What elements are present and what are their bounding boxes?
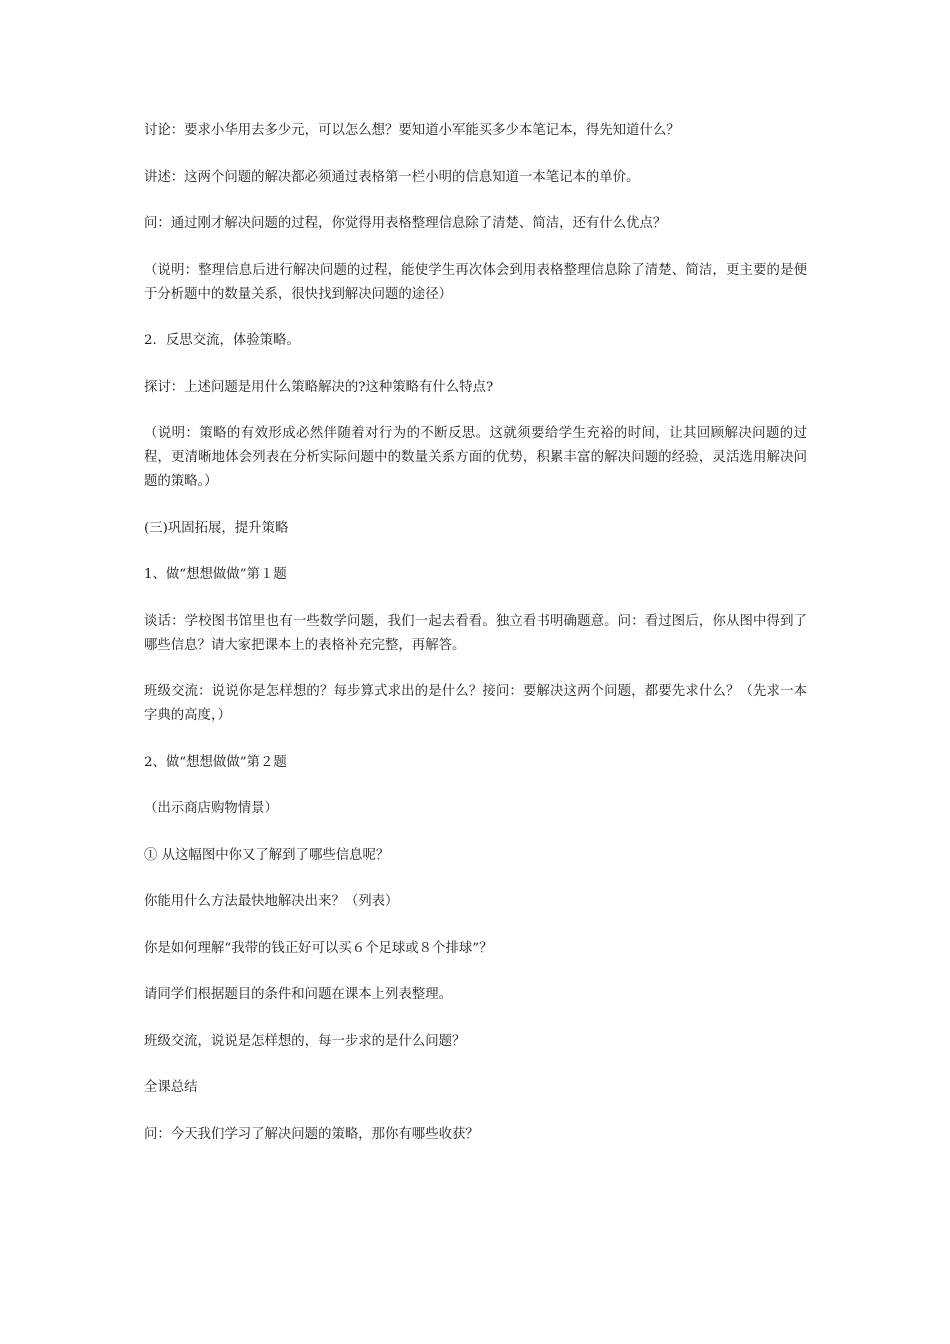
- exercise-heading-2: 2、做“想想做做”第２题: [144, 754, 287, 770]
- paragraph-question: 问：通过刚才解决问题的过程，你觉得用表格整理信息除了清楚、简洁，还有什么优点？: [144, 216, 667, 231]
- paragraph-understanding-question: 你是如何理解“我带的钱正好可以买６个足球或８个排球”？: [144, 940, 493, 956]
- paragraph-talk: 谈话：学校图书馆里也有一些数学问题，我们一起去看看。独立看书明确题意。问：看过图后，你从图中得到了哪些信息？请大家把课本上的表格补充完整，再解答。: [144, 613, 807, 653]
- section-heading-consolidation: (三)巩固拓展，提升策略: [144, 520, 289, 536]
- paragraph-note-1: （说明：整理信息后进行解决问题的过程，能使学生再次体会到用表格整理信息除了清楚、简洁，更主要的是便于分析题中的数量关系，很快找到解决问题的途径）: [144, 262, 807, 302]
- exercise-heading-1: 1、做“想想做做”第１题: [144, 567, 287, 582]
- paragraph-note-2: （说明：策略的有效形成必然伴随着对行为的不断反思。这就须要给学生充裕的时间，让其回顾解决问题的过程，更清晰地体会列表在分析实际问题中的数量关系方面的优势，积累丰富的解决问题的经验，灵活选用解决问题的策略。）: [144, 426, 807, 489]
- paragraph-discussion: 讨论：要求小华用去多少元，可以怎么想？要知道小军能买多少本笔记本，得先知道什么？: [144, 123, 680, 138]
- paragraph-class-exchange-2: 班级交流，说说是怎样想的，每一步求的是什么问题？: [144, 1033, 466, 1049]
- paragraph-shop-scene: （出示商店购物情景）: [144, 801, 278, 816]
- paragraph-instruction: 请同学们根据题目的条件和问题在课本上列表整理。: [144, 987, 452, 1002]
- paragraph-info-question: ① 从这幅图中你又了解到了哪些信息呢？: [144, 847, 390, 863]
- section-heading-reflection: 2．反思交流，体验策略。: [144, 333, 300, 348]
- paragraph-class-exchange-1: 班级交流：说说你是怎样想的？每步算式求出的是什么？接问：要解决这两个问题，都要先求什么？（先求一本字典的高度，）: [144, 684, 807, 723]
- document-body: [144, 119, 807, 1169]
- paragraph-exploration: 探讨：上述问题是用什么策略解决的?这种策略有什么特点?: [144, 379, 494, 395]
- section-heading-summary: 全课总结: [144, 1080, 198, 1095]
- paragraph-explanation: 讲述：这两个问题的解决都必须通过表格第一栏小明的信息知道一本笔记本的单价。: [144, 169, 640, 185]
- paragraph-summary-question: 问：今天我们学习了解决问题的策略，那你有哪些收获？: [144, 1126, 479, 1142]
- paragraph-method-question: 你能用什么方法最快地解决出来？（列表）: [144, 894, 399, 909]
